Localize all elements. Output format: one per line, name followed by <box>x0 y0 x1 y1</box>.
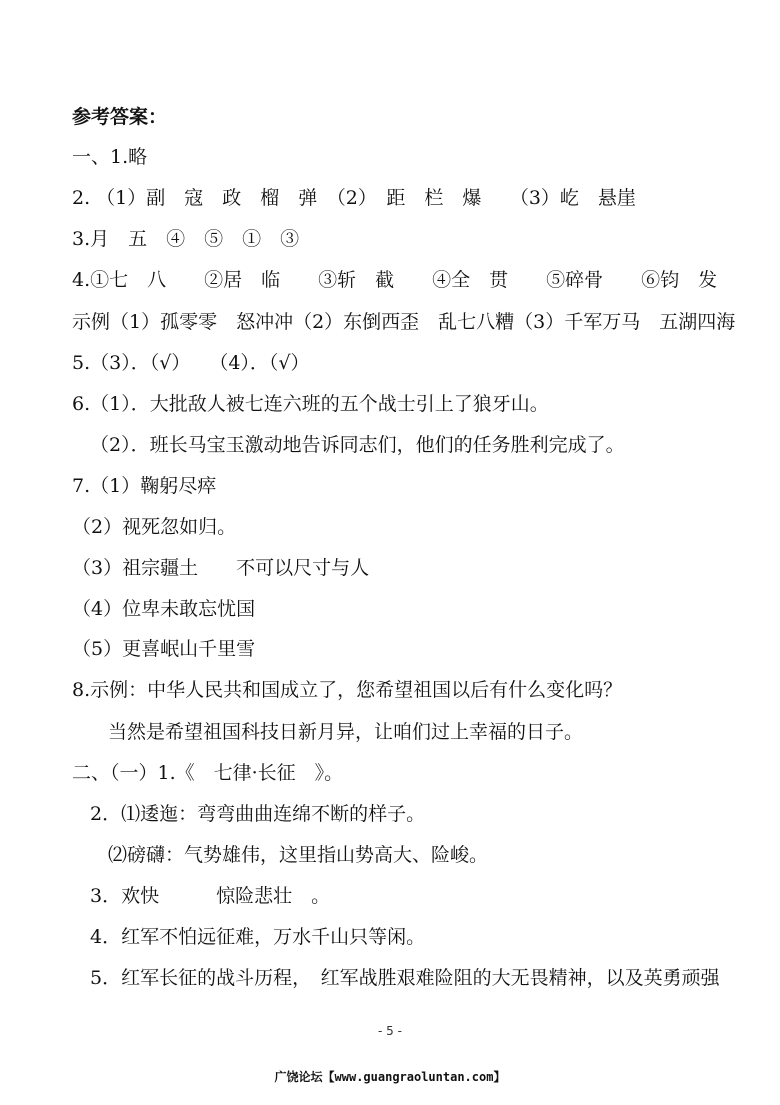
answer-line: 5．红军长征的战斗历程， 红军战胜艰难险阻的大无畏精神，以及英勇顽强 <box>90 967 720 989</box>
answer-line: （4）位卑未敢忘忧国 <box>72 598 256 620</box>
answer-line: 二、（一）1.《 七律·长征 》。 <box>72 762 344 784</box>
answer-line: 5.（3）．（√） （4）．（√） <box>72 352 310 374</box>
answer-line: 7.（1）鞠躬尽瘁 <box>72 475 217 497</box>
footer-watermark: 广饶论坛【www.guangraoluntan.com】 <box>274 1070 506 1084</box>
answer-line: 8.示例：中华人民共和国成立了，您希望祖国以后有什么变化吗？ <box>72 679 623 701</box>
answer-line: ⑵磅礴：气势雄伟，这里指山势高大、险峻。 <box>108 844 489 866</box>
page-number: - 5 - <box>378 1024 402 1038</box>
answer-line: 示例（1）孤零零 怒冲冲（2）东倒西歪 乱七八糟（3）千军万马 五湖四海 <box>72 311 736 333</box>
answer-line: （2）视死忽如归。 <box>72 516 237 538</box>
answer-line: （5）更喜岷山千里雪 <box>72 638 256 660</box>
answers-heading: 参考答案： <box>72 106 168 128</box>
answer-line: 3．欢快 惊险悲壮 。 <box>90 885 331 907</box>
answer-line: 4．红军不怕远征难，万水千山只等闲。 <box>90 926 426 948</box>
answer-line: 4.①七 八 ②居 临 ③斩 截 ④全 贯 ⑤碎骨 ⑥钧 发 <box>72 269 718 291</box>
answer-line: 2. （1）副 寇 政 榴 弹 （2） 距 栏 爆 （3）屹 悬崖 <box>72 187 636 209</box>
answer-line: 2．⑴逶迤：弯弯曲曲连绵不断的样子。 <box>90 803 426 825</box>
answer-line: （3）祖宗疆土 不可以尺寸与人 <box>72 557 370 579</box>
answer-line: 当然是希望祖国科技日新月异，让咱们过上幸福的日子。 <box>108 721 584 743</box>
answer-line: （2）．班长马宝玉激动地告诉同志们，他们的任务胜利完成了。 <box>90 434 625 456</box>
answer-line: 一、1.略 <box>72 146 148 168</box>
answer-line: 6.（1）．大批敌人被七连六班的五个战士引上了狼牙山。 <box>72 393 549 415</box>
answer-line: 3.月 五 ④ ⑤ ① ③ <box>72 228 300 250</box>
